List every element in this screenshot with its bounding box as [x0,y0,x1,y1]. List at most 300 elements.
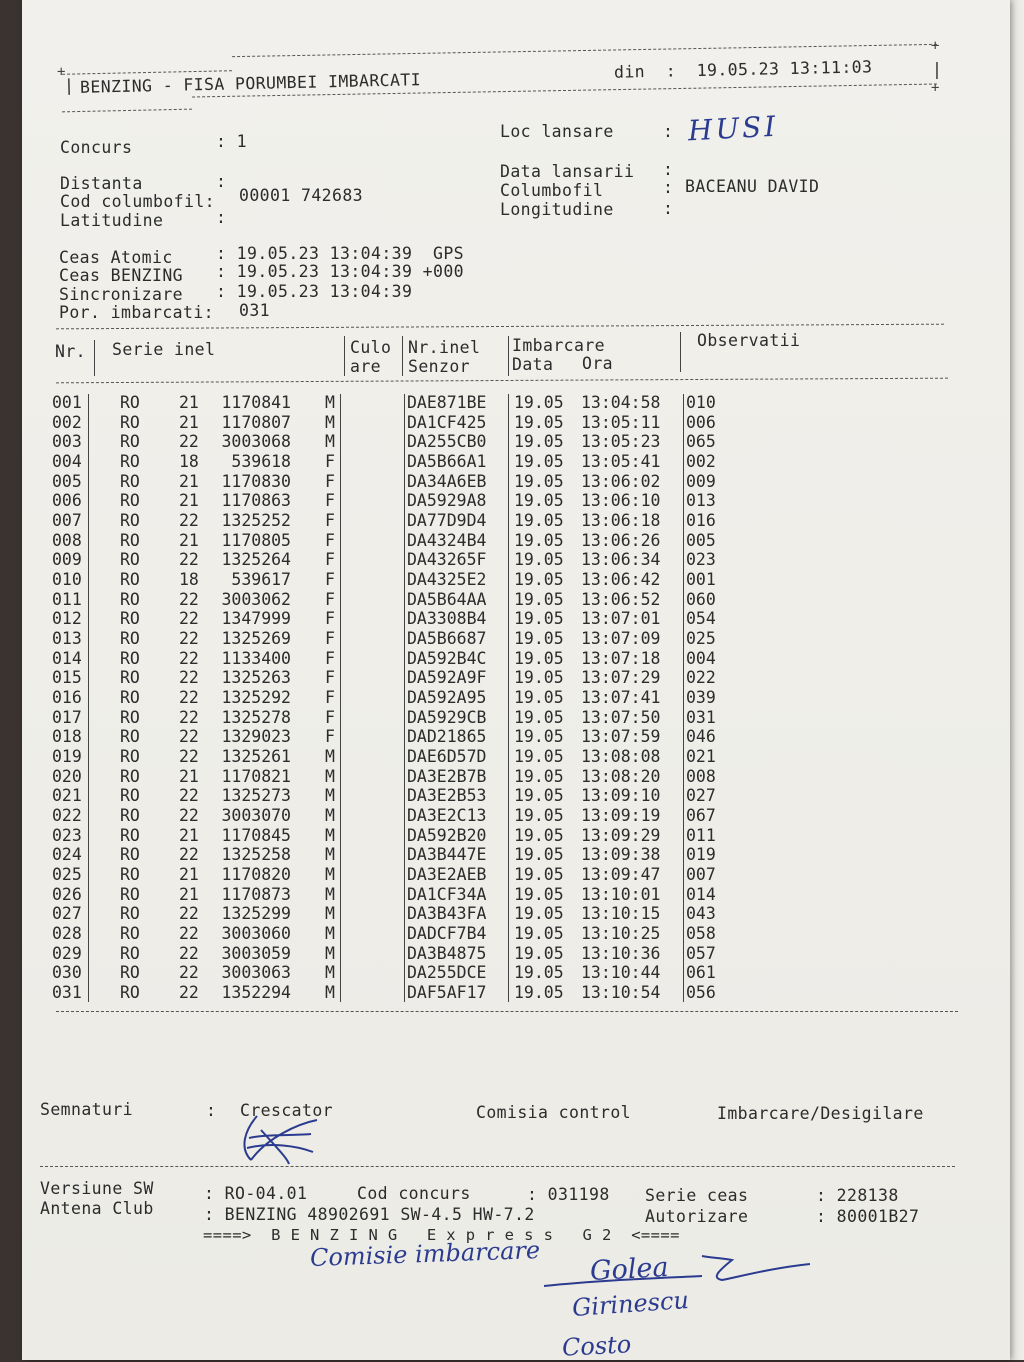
boarding-time: 13:07:09 [581,629,661,649]
ring-country: RO [120,904,140,924]
boarding-time: 13:08:20 [581,766,661,786]
row-number: 008 [52,530,82,550]
sensor-id: DAD21865 [407,727,487,747]
ring-number: 1170845 [221,825,291,845]
sensor-id: DA3B4875 [407,943,487,963]
observation: 022 [686,668,716,688]
boarding-time: 13:09:29 [581,825,661,845]
row-number: 025 [52,865,82,885]
observation: 013 [686,491,716,511]
boarding-time: 13:10:25 [581,924,661,944]
ring-country: RO [120,845,140,865]
corner-plus: + [931,80,940,96]
boarding-date: 19.05 [514,432,564,452]
corner-plus: + [57,64,66,80]
sex: F [325,452,335,471]
ring-number: 3003060 [221,924,291,944]
ring-number: 1325278 [221,707,291,727]
boarding-date: 19.05 [514,648,564,668]
table-bottom-rule [56,1011,958,1012]
header-date: din : 19.05.23 13:11:03 [613,57,873,82]
header-bar-left: | [63,75,75,96]
ring-number: 3003068 [221,432,291,452]
concurs-label: Concurs [60,138,133,157]
sex: M [325,825,335,845]
autorizare-value: 80001B27 [836,1207,920,1226]
ring-number: 1170863 [221,491,291,511]
table-row [22,452,982,472]
ring-year: 21 [179,393,199,412]
observation: 019 [686,845,716,865]
table-top-rule [56,324,944,330]
ring-number: 3003070 [221,806,291,826]
boarding-date: 19.05 [514,766,564,786]
observation: 027 [686,786,716,806]
observation: 043 [686,904,716,924]
boarding-time: 13:10:54 [581,983,661,1003]
ring-country: RO [120,924,140,944]
ring-number: 1325273 [221,786,291,806]
ring-country: RO [120,766,140,786]
din-value: 19.05.23 13:11:03 [696,57,873,80]
observation: 065 [686,432,716,452]
col-header-nrinel-1: Nr.inel [408,338,481,357]
loc-lansare-label: Loc lansare [500,122,614,141]
antena-club-field: : BENZING 48902691 SW-4.5 HW-7.2 [204,1205,535,1224]
footer-rule [40,1166,955,1167]
sex: M [325,747,335,767]
ring-country: RO [120,943,140,963]
ring-number: 1325299 [221,904,291,924]
por-imbarcati-value: 031 [239,301,271,320]
sex: M [325,943,335,963]
row-number: 018 [52,727,82,747]
observation: 057 [686,943,716,963]
por-imbarcati-label: Por. imbarcati: [59,303,215,322]
table-row [22,570,982,590]
boarding-time: 13:07:29 [581,668,661,688]
boarding-date: 19.05 [514,609,564,629]
table-row [22,845,982,865]
boarding-date: 19.05 [514,570,564,590]
boarding-time: 13:09:10 [581,786,661,806]
header-top-rule [232,44,937,57]
ring-year: 21 [179,865,199,885]
ring-year: 22 [179,668,199,688]
ceas-atomic-label: Ceas Atomic [59,248,173,267]
table-row [22,432,982,452]
versiune-sw-field: : RO-04.01 [204,1184,308,1203]
col-divider [508,336,509,376]
boarding-time: 13:06:34 [581,550,661,570]
row-number: 013 [52,629,82,649]
sex: M [325,432,335,452]
observation: 021 [686,747,716,767]
ceas-atomic-field: : 19.05.23 13:04:39 GPS [216,244,465,263]
boarding-time: 13:06:52 [581,589,661,609]
row-number: 012 [52,609,82,629]
ring-country: RO [120,668,140,688]
table-row [22,491,982,511]
sensor-id: DA3E2AEB [407,865,487,885]
sex: M [325,963,335,983]
boarding-date: 19.05 [514,924,564,944]
row-number: 002 [52,412,82,432]
ring-number: 1325269 [221,629,291,649]
boarding-date: 19.05 [514,452,564,471]
ring-year: 22 [179,589,199,609]
sensor-id: DAE6D57D [407,747,487,767]
ring-number: 1170830 [221,471,291,491]
sex: F [325,688,335,708]
ring-country: RO [120,530,140,550]
ring-year: 22 [179,707,199,727]
ring-number: 539617 [231,570,291,590]
observation: 046 [686,727,716,747]
boarding-date: 19.05 [514,629,564,649]
boarding-date: 19.05 [514,983,564,1003]
sensor-id: DA5B64AA [407,589,487,609]
ring-number: 1329023 [221,727,291,747]
sex: F [325,589,335,609]
ring-country: RO [120,865,140,885]
sensor-id: DA592A95 [407,688,487,708]
table-row [22,609,982,629]
observation: 010 [686,393,716,412]
table-row [22,865,982,885]
sensor-id: DA592B4C [407,648,487,668]
row-number: 006 [52,491,82,511]
ring-year: 21 [179,530,199,550]
sex: M [325,924,335,944]
ring-year: 22 [179,806,199,826]
table-row [22,767,982,787]
ring-country: RO [120,629,140,649]
row-number: 016 [52,688,82,708]
boarding-time: 13:10:44 [581,963,661,983]
latitudine-field: : [216,208,237,227]
sensor-id: DA3E2B53 [407,786,487,806]
ring-number: 1170805 [221,530,291,550]
ring-year: 22 [179,550,199,570]
ring-country: RO [120,491,140,511]
distanta-field: : [216,172,237,191]
observation: 011 [686,825,716,845]
sincronizare-field: : 19.05.23 13:04:39 [216,282,413,301]
ring-year: 22 [179,747,199,767]
autorizare-field: : 80001B27 [816,1207,920,1226]
observation: 002 [686,452,716,471]
sensor-id: DA3E2B7B [407,766,487,786]
row-number: 022 [52,806,82,826]
serie-ceas-field: : 228138 [816,1186,899,1205]
ring-number: 1325258 [221,845,291,865]
versiune-sw-label: Versiune SW [40,1179,154,1198]
boarding-time: 13:04:58 [581,393,661,412]
table-row [22,472,982,492]
sex: M [325,884,335,904]
ring-year: 22 [179,963,199,983]
data-lansarii-label: Data lansarii [500,162,635,181]
observation: 009 [686,471,716,491]
ring-number: 1170820 [221,865,291,885]
observation: 039 [686,688,716,708]
row-number: 031 [52,983,82,1003]
observation: 056 [686,983,716,1003]
ring-year: 21 [179,825,199,845]
row-number: 005 [52,471,82,491]
boarding-date: 19.05 [514,511,564,531]
ring-year: 22 [179,786,199,806]
ring-year: 22 [179,983,199,1003]
observation: 007 [686,865,716,885]
longitudine-label: Longitudine [500,200,614,219]
ring-number: 1170841 [221,393,291,412]
ceas-benzing-value: 19.05.23 13:04:39 +000 [236,262,465,281]
boarding-date: 19.05 [514,668,564,688]
row-number: 015 [52,668,82,688]
ring-number: 1347999 [221,609,291,629]
col-header-culoare-2: are [350,357,382,376]
ring-year: 22 [179,629,199,649]
boarding-date: 19.05 [514,904,564,924]
sensor-id: DAF5AF17 [407,983,487,1003]
ring-country: RO [120,806,140,826]
table-row [22,747,982,767]
table-row [22,826,982,846]
row-number: 007 [52,511,82,531]
sex: F [325,550,335,570]
ring-year: 22 [179,648,199,668]
col-header-observatii: Observatii [697,331,801,350]
observation: 005 [686,530,716,550]
observation: 001 [686,570,716,590]
table-row [22,708,982,728]
ring-number: 1170807 [221,412,291,432]
boarding-time: 13:07:50 [581,707,661,727]
table-row [22,413,982,433]
ring-country: RO [120,471,140,491]
corner-plus: + [931,38,940,54]
observation: 014 [686,884,716,904]
boarding-date: 19.05 [514,825,564,845]
handwritten-name-3: Costo [561,1330,632,1362]
sex: F [325,629,335,649]
sex: F [325,491,335,511]
ring-country: RO [120,727,140,747]
table-row [22,393,982,413]
boarding-date: 19.05 [514,963,564,983]
sensor-id: DA592A9F [407,668,487,688]
sex: F [325,648,335,668]
sex: F [325,668,335,688]
boarding-date: 19.05 [514,747,564,767]
ring-country: RO [120,884,140,904]
table-row [22,786,982,806]
sensor-id: DADCF7B4 [407,924,487,944]
boarding-time: 13:09:47 [581,865,661,885]
row-number: 027 [52,904,82,924]
sex: M [325,983,335,1003]
comisia-control-label: Comisia control [476,1103,632,1122]
row-number: 024 [52,845,82,865]
boarding-date: 19.05 [514,589,564,609]
col-header-culoare-1: Culo [350,338,392,357]
row-number: 029 [52,943,82,963]
boarding-date: 19.05 [514,727,564,747]
latitudine-label: Latitudine [60,211,164,230]
sex: F [325,609,335,629]
sensor-id: DA255DCE [407,963,487,983]
col-header-serie: Serie inel [112,340,216,359]
ring-country: RO [120,688,140,708]
serie-ceas-value: 228138 [836,1186,899,1205]
benzing-banner: ====> B E N Z I N G E x p r e s s G 2 <==== [203,1226,680,1244]
table-row [22,531,982,551]
observation: 016 [686,511,716,531]
observation: 023 [686,550,716,570]
row-number: 021 [52,786,82,806]
boarding-date: 19.05 [514,943,564,963]
ring-number: 1352294 [221,983,291,1003]
handwritten-comisie: Comisie imbarcare [309,1235,541,1273]
boarding-date: 19.05 [514,412,564,432]
observation: 067 [686,806,716,826]
row-number: 028 [52,924,82,944]
row-number: 030 [52,963,82,983]
boarding-date: 19.05 [514,393,564,412]
boarding-time: 13:07:59 [581,727,661,747]
ring-country: RO [120,747,140,767]
semnaturi-label: Semnaturi [40,1100,134,1119]
sincronizare-label: Sincronizare [59,285,184,304]
ring-country: RO [120,570,140,590]
ring-country: RO [120,412,140,432]
table-row [22,550,982,570]
ring-country: RO [120,511,140,531]
ring-year: 21 [179,766,199,786]
data-lansarii-field: : [663,160,684,179]
sex: M [325,766,335,786]
table-row [22,904,982,924]
boarding-time: 13:10:01 [581,884,661,904]
ring-number: 1170873 [221,884,291,904]
versiune-sw-value: RO-04.01 [224,1184,308,1203]
observation: 060 [686,589,716,609]
boarding-date: 19.05 [514,786,564,806]
document-title: BENZING - FISA PORUMBEI IMBARCATI [79,70,422,97]
ceas-benzing-label: Ceas BENZING [59,266,184,285]
row-number: 003 [52,432,82,452]
ring-number: 1325252 [221,511,291,531]
observation: 004 [686,648,716,668]
boarding-date: 19.05 [514,471,564,491]
ceas-atomic-value: 19.05.23 13:04:39 GPS [236,244,465,263]
boarding-time: 13:06:10 [581,491,661,511]
header-bar-right: | [932,60,943,79]
sensor-id: DA1CF34A [407,884,487,904]
sex: F [325,471,335,491]
boarding-time: 13:10:36 [581,943,661,963]
sensor-id: DA34A6EB [407,471,487,491]
sensor-id: DAE871BE [407,393,487,412]
col-header-nrinel-2: Senzor [408,357,471,376]
loc-lansare-colon: : [663,122,674,141]
concurs-field: : 1 [216,132,248,151]
boarding-time: 13:09:38 [581,845,661,865]
observation: 061 [686,963,716,983]
ring-country: RO [120,707,140,727]
boarding-date: 19.05 [514,865,564,885]
concurs-value: 1 [236,132,248,151]
ring-number: 1325292 [221,688,291,708]
sex: F [325,511,335,531]
ring-year: 18 [179,452,199,471]
sex: M [325,393,335,412]
row-number: 009 [52,550,82,570]
col-divider [94,340,95,376]
sensor-id: DA5929A8 [407,491,487,511]
sex: F [325,707,335,727]
row-number: 011 [52,589,82,609]
table-row [22,944,982,964]
ring-country: RO [120,609,140,629]
table-row [22,983,982,1003]
sex: M [325,865,335,885]
handwritten-name-2: Girinescu [571,1285,690,1323]
document-page [22,0,1010,1360]
row-number: 001 [52,393,82,412]
col-divider [402,336,403,376]
sex: M [325,786,335,806]
sensor-id: DA4325E2 [407,570,487,590]
serie-ceas-label: Serie ceas [645,1186,749,1205]
sensor-id: DA3B447E [407,845,487,865]
cod-concurs-value: 031198 [547,1185,610,1204]
ring-number: 1170821 [221,766,291,786]
antena-club-label: Antena Club [40,1199,154,1218]
observation: 058 [686,924,716,944]
sensor-id: DA77D9D4 [407,511,487,531]
sex: F [325,727,335,747]
sensor-id: DA592B20 [407,825,487,845]
ring-country: RO [120,432,140,452]
boarding-date: 19.05 [514,884,564,904]
boarding-time: 13:06:26 [581,530,661,550]
ring-year: 21 [179,491,199,511]
ring-country: RO [120,983,140,1003]
ring-year: 21 [179,884,199,904]
longitudine-field: : [663,199,684,218]
ring-number: 3003063 [221,963,291,983]
boarding-date: 19.05 [514,707,564,727]
autorizare-label: Autorizare [645,1207,749,1226]
header-bottom-rule-left [62,109,192,113]
semnaturi-colon: : [206,1101,217,1120]
boarding-date: 19.05 [514,806,564,826]
distanta-label: Distanta [60,174,143,193]
observation: 006 [686,412,716,432]
ring-number: 539618 [231,452,291,471]
boarding-time: 13:07:18 [581,648,661,668]
sensor-id: DA3B43FA [407,904,487,924]
cod-concurs-field: : 031198 [527,1185,610,1204]
ring-country: RO [120,825,140,845]
antena-club-value: BENZING 48902691 SW-4.5 HW-7.2 [224,1205,535,1224]
sensor-id: DA1CF425 [407,412,487,432]
ring-country: RO [120,589,140,609]
ring-year: 22 [179,924,199,944]
